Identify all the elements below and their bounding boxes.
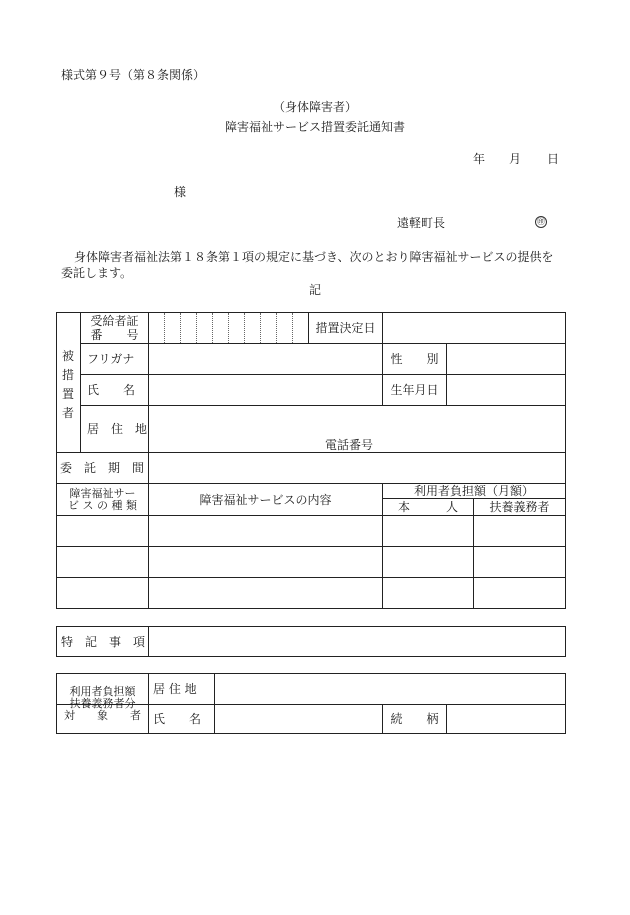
relation-label: 続 柄 [390,712,439,726]
recipient-number-label [81,313,148,343]
document-title: 障害福祉サービス措置委託通知書 [224,120,405,134]
date-year: 年 [473,152,486,166]
seal-mark: ㊞ [537,217,545,226]
service-content-label: 障害福祉サービスの内容 [199,492,332,507]
supporter-target-label [57,683,148,725]
supporter-target-label-line2: 扶養義務者分 [69,697,136,710]
phone-label: 電話番号 [325,438,374,452]
date-month: 月 [509,152,522,166]
burden-self-label: 本 人 [397,500,458,514]
supporter-name-label: 氏 名 [153,712,202,726]
name-label: 氏 名 [87,383,136,397]
side-label-char: 措 [61,367,74,382]
gender-label: 性 別 [390,352,439,366]
service-type-label-line1: 障害福祉サー [69,486,136,500]
special-notes-label: 特 記 事 項 [61,634,146,649]
side-label-char: 被 [61,348,74,363]
ki-mark: 記 [308,283,321,297]
service-type-label-line2: ビ ス の 種 類 [68,498,137,512]
body-paragraph-line1: 身体障害者福祉法第１８条第１項の規定に基づき、次のとおり障害福祉サービスの提供を [74,250,554,264]
supporter-target-label-line3: 対 象 者 [64,709,141,722]
birthdate-label: 生年月日 [390,383,439,397]
burden-supporter-label: 扶養義務者 [489,500,550,514]
body-paragraph-line2: 委託します。 [61,266,133,280]
form-number: 様式第９号（第８条関係） [61,68,206,82]
recipient-number-label-line1: 受給者証 [90,314,139,328]
side-label-char: 者 [61,405,74,420]
furigana-label: フリガナ [87,352,135,366]
document-subtitle: （身体障害者） [272,100,357,114]
recipient-number-label-line2: 番 号 [90,328,139,342]
side-label [56,344,80,424]
address-label: 居 住 地 [87,422,148,436]
period-label: 委 託 期 間 [60,461,145,475]
addressee-suffix: 様 [174,185,187,199]
issuer: 遠軽町長 [397,216,446,230]
supporter-target-label-line1: 利用者負担額 [69,685,136,698]
decision-date-label: 措置決定日 [315,321,376,335]
side-label-char: 置 [61,386,74,401]
service-type-label [57,484,148,515]
burden-header: 利用者負担額（月額） [413,484,534,498]
supporter-address-label: 居 住 地 [153,682,197,696]
date-day: 日 [547,152,560,166]
